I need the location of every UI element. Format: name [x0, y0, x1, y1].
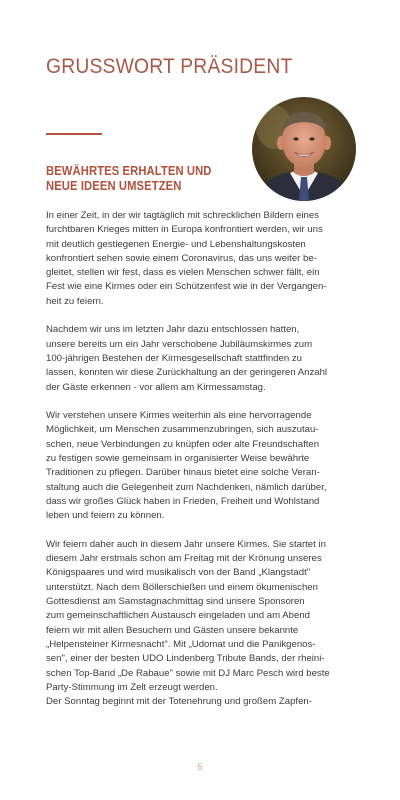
- text-line: mit deutlich gestiegenen Energie- und Lebenshaltungskosten: [46, 238, 306, 250]
- text-line: schen Top-Band „De Rabaue" sowie mit DJ Marc Pesch wird beste: [46, 667, 330, 679]
- text-line: Wir verstehen unsere Kirmes weiterhin als eine hervorragende: [46, 410, 312, 422]
- text-line: In einer Zeit, in der wir tagtäglich mit schrecklichen Bildern eines: [46, 210, 320, 221]
- portrait-illustration: [252, 97, 356, 201]
- president-portrait: [252, 97, 356, 201]
- text-line: gleitet, stellen wir fest, dass es vielen Menschen schwer fällt, ein: [46, 267, 320, 279]
- text-line: furchtbaren Krieges mitten in Europa konfrontiert werden, wir uns: [46, 224, 323, 236]
- paragraph-3: [46, 409, 358, 523]
- text-line: Königspaares und wird musikalisch von der Band „Klangstadt": [46, 567, 311, 579]
- text-line: Wir feiern daher auch in diesem Jahr unsere Kirmes. Sie startet in: [46, 538, 326, 550]
- text-line: konfrontiert sehen sowie einem Coronavirus, das uns weiter be-: [46, 252, 317, 264]
- text-line: schen, neue Verbindungen zu knüpfen oder alte Freundschaften: [46, 438, 320, 450]
- text-line: Der Sonntag beginnt mit der Totenehrung und großem Zapfen-: [46, 696, 312, 708]
- text-line: sen", einer der besten UDO Lindenberg Tribute Bands, der rheini-: [46, 653, 325, 665]
- text-line: heit zu feiern.: [46, 295, 104, 307]
- text-line: 100-jährigen Bestehen der Kirmesgesellschaft stattfinden zu: [46, 352, 302, 364]
- text-line: Fest wie eine Kirmes oder ein Schützenfest wie in der Vergangen-: [46, 281, 327, 293]
- text-line: unterstützt. Nach dem Böllerschießen und einem ökumenischen: [46, 581, 318, 593]
- text-line: zu festigen sowie gemeinsam in organisierter Weise bewährte: [46, 453, 310, 465]
- text-line: Nachdem wir uns im letzten Jahr dazu entschlossen hatten,: [46, 324, 300, 336]
- text-line: zum gemeinschaftlichen Austausch eingeladen und am Abend: [46, 610, 311, 622]
- subtitle-line: BEWÄHRTES ERHALTEN UND: [46, 164, 212, 178]
- text-line: leben und feiern zu können.: [46, 510, 165, 522]
- accent-rule: [46, 133, 102, 135]
- text-line: Gottesdienst am Samstagnachmittag sind unsere Sponsoren: [46, 596, 305, 608]
- text-line: staltung auch die Gelegenheit zum Nachdenken, nämlich darüber,: [46, 481, 327, 493]
- text-line: diesem Jahr erstmals schon am Freitag mit der Krönung unseres: [46, 553, 322, 565]
- page-number: 5: [197, 762, 203, 772]
- paragraph-2: [46, 323, 358, 394]
- text-line: Möglichkeit, um Menschen zusammenzubringen, sich auszutau-: [46, 424, 319, 436]
- text-line: dass wir großes Glück haben in Frieden, Freiheit und Wohlstand: [46, 495, 320, 507]
- text-line: Traditionen zu pflegen. Darüber hinaus bietet eine solche Veran-: [46, 467, 320, 479]
- paragraph-1: [46, 209, 358, 309]
- paragraph-4: [46, 538, 358, 710]
- page-title: GRUSSWORT PRÄSIDENT: [46, 55, 293, 78]
- text-line: der Gäste erkennen - vor allem am Kirmessamstag.: [46, 381, 266, 393]
- body-text: [46, 209, 358, 724]
- text-line: Party-Stimmung im Zelt erzeugt werden.: [46, 681, 218, 693]
- subtitle-line: NEUE IDEEN UMSETZEN: [46, 179, 182, 193]
- text-line: „Helpensteiner Kirmesnacht". Mit „Udomat und die Panikgenos-: [46, 638, 316, 650]
- text-line: lassen, konnten wir diese Zurückhaltung an der geringeren Anzahl: [46, 367, 328, 379]
- text-line: unsere bereits um ein Jahr verschobene Jubiläumskirmes zum: [46, 338, 313, 350]
- section-subtitle: [46, 164, 226, 194]
- text-line: feiern wir mit allen Besuchern und Gästen unsere bekannte: [46, 624, 299, 636]
